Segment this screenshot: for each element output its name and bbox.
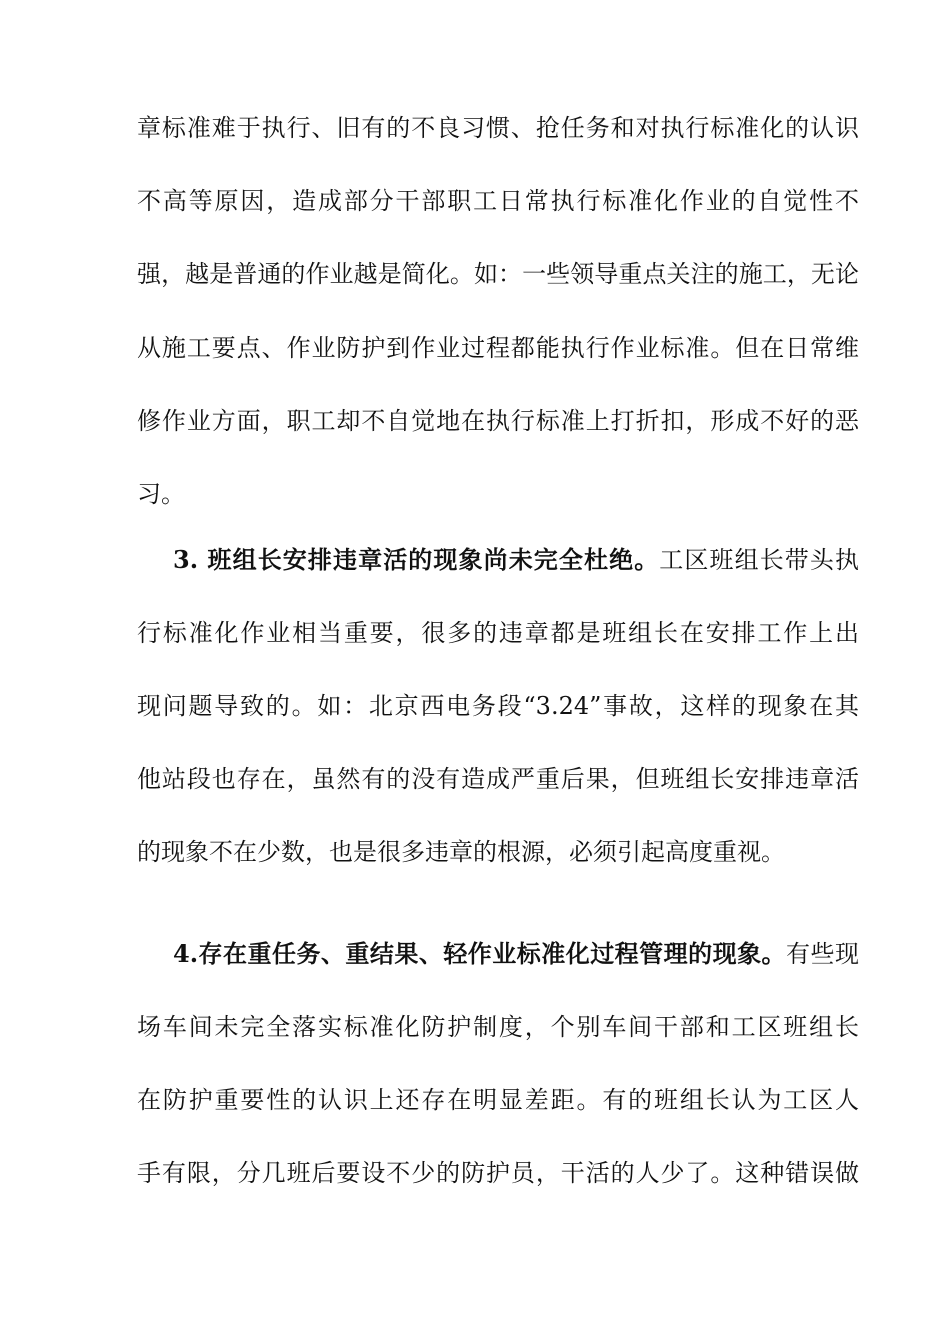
- section-heading: 3. 班组长安排违章活的现象尚未完全杜绝。: [173, 545, 660, 574]
- section-heading: 4.存在重任务、重结果、轻作业标准化过程管理的现象。: [173, 939, 787, 968]
- text-line: 场车间未完全落实标准化防护制度，个别车间干部和工区班组长: [137, 1013, 859, 1041]
- text-line: 手有限，分几班后要设不少的防护员，干活的人少了。这种错误做: [137, 1159, 859, 1187]
- heading-continuation: 有些现: [786, 940, 860, 968]
- text-line: 的现象不在少数，也是很多违章的根源，必须引起高度重视。: [137, 838, 785, 866]
- text-line: 从施工要点、作业防护到作业过程都能执行作业标准。但在日常维: [137, 334, 859, 362]
- text-line: 强，越是普通的作业越是简化。如：一些领导重点关注的施工，无论: [137, 260, 859, 288]
- text-line: 他站段也存在，虽然有的没有造成严重后果，但班组长安排违章活: [137, 765, 859, 793]
- text-line: 习。: [137, 480, 185, 508]
- heading-continuation: 工区班组长带头执: [659, 546, 859, 574]
- text-line: 修作业方面，职工却不自觉地在执行标准上打折扣，形成不好的恶: [137, 407, 859, 435]
- text-line: 在防护重要性的认识上还存在明显差距。有的班组长认为工区人: [137, 1086, 859, 1114]
- text-line: 行标准化作业相当重要，很多的违章都是班组长在安排工作上出: [137, 619, 859, 647]
- text-line: 不高等原因，造成部分干部职工日常执行标准化作业的自觉性不: [137, 187, 859, 215]
- text-line: 现问题导致的。如：北京西电务段“3.24”事故，这样的现象在其: [137, 692, 859, 720]
- paragraph-first-line: [173, 540, 859, 580]
- text-line: 章标准难于执行、旧有的不良习惯、抢任务和对执行标准化的认识: [137, 114, 859, 142]
- paragraph-first-line: [173, 934, 859, 974]
